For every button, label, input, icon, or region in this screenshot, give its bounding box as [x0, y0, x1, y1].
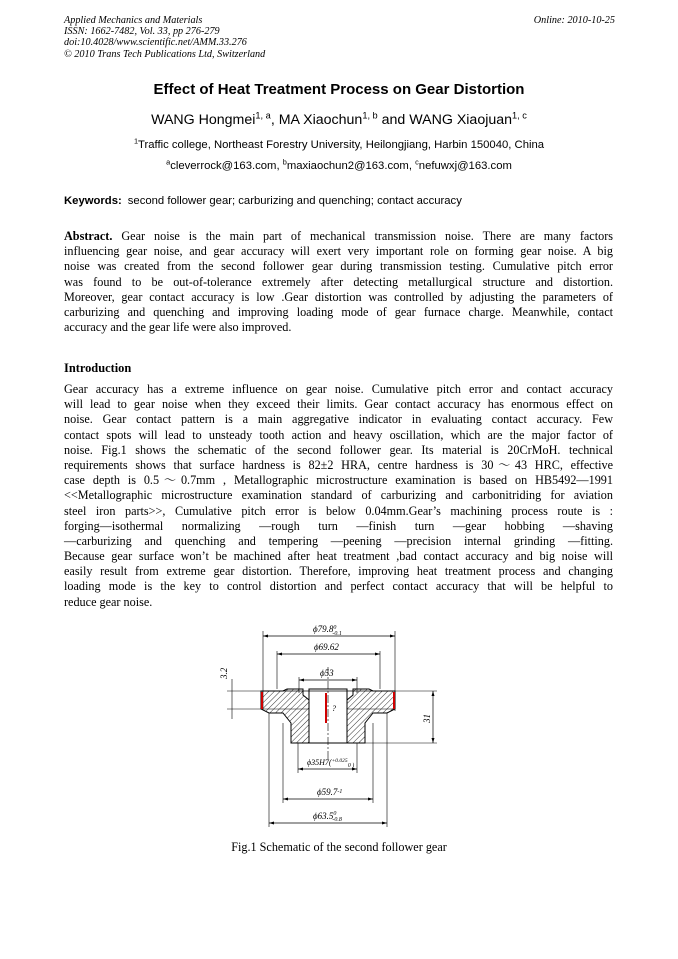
keywords: [64, 195, 462, 207]
dim-d1-label: ϕ79.8$^0$ -0.1: [313, 624, 342, 637]
body-line: noise. Fig.1 shows the schematic of the second follower gear. Its material is 20CrMoH. technical: [64, 442, 613, 457]
dim-right-label: 31: [422, 714, 432, 723]
author-name: WANG Hongmei: [151, 112, 256, 128]
dim-left-label: 3.2: [219, 667, 229, 679]
body-line: <<Metallographic microstructure examination standard of carburizing and carbonitriding for aviation: [64, 488, 613, 503]
abstract-line: accuracy and the gear life were also improved.: [64, 320, 292, 335]
abstract-line-text: Gear noise is the main part of mechanical transmission noise. There are many factors: [112, 229, 613, 243]
body-line: easily result from extreme gear distortion. Therefore, improving heat treatment process and changing: [64, 564, 613, 579]
journal-name: Applied Mechanics and Materials: [64, 15, 203, 26]
abstract-line: was found to be out-of-tolerance extremely after detecting metallurgical structure and distortion.: [64, 274, 613, 289]
affil-text: Traffic college, Northeast Forestry University, Heilongjiang, Harbin 150040, China: [138, 139, 545, 151]
email-mark: a: [166, 157, 171, 167]
body-line: will lead to gear noise when they exceed their limits. Gear contact accuracy has enormous effect on: [64, 397, 613, 412]
email-link[interactable]: nefuwxj@163.com: [418, 160, 512, 172]
doi-line: doi:10.4028/www.scientific.net/AMM.33.276: [64, 37, 247, 49]
email-list: [0, 157, 678, 172]
copyright-line: © 2010 Trans Tech Publications Ltd, Switzerland: [64, 48, 266, 60]
keywords-label: Keywords:: [64, 195, 122, 207]
abstract-label: Abstract.: [64, 229, 113, 243]
body-line: forging—isothermal normalizing —rough turn —finish turn —gear hobbing —shaving: [64, 518, 613, 533]
abstract: [64, 229, 613, 335]
body-line: reduce gear noise.: [64, 594, 153, 609]
author-affil-mark: 1, a: [255, 110, 271, 121]
figure-caption: Fig.1 Schematic of the second follower gear: [231, 840, 447, 854]
author-separator: ,: [270, 112, 279, 128]
author-affil-mark: 1, c: [512, 110, 527, 121]
dim-d5-label: $\phi 59.7^{-1}$: [317, 787, 343, 797]
abstract-line: carburizing and quenching and improving loading mode of gear furnace charge. Meanwhile, contact: [64, 304, 613, 319]
gear-schematic-drawing: [205, 619, 445, 835]
affil-mark: 1: [133, 136, 139, 146]
body-line: Gear accuracy has a extreme influence on gear noise. Cumulative pitch error and contact accuracy: [64, 382, 613, 396]
author-affil-mark: 1, b: [362, 110, 378, 121]
author-name: WANG Xiaojuan: [409, 112, 513, 128]
author-separator: and: [377, 112, 410, 128]
abstract-line: Moreover, gear contact accuracy is low .Gear distortion was controlled by adjusting the parameters of: [64, 289, 613, 304]
body-line: requirements shows that surface hardness is 82±2 HRA, centre hardness is 30～43 HRC, effective: [64, 457, 613, 472]
body-line: loading mode is the key to control distortion and perfect contact accuracy that will be helpful to: [64, 579, 613, 594]
body-line: Because gear surface won’t be machined after heat treatment ,bad contact accuracy and big noise will: [64, 549, 613, 564]
author-list: [0, 112, 678, 128]
abstract-line: [64, 229, 613, 244]
affiliation: [0, 136, 678, 151]
online-date: Online: 2010-10-25: [533, 15, 615, 26]
email-link[interactable]: cleverrock@163.com,: [170, 160, 283, 172]
gear-section-left: [261, 689, 309, 743]
email-mark: b: [282, 157, 287, 167]
abstract-line: influencing gear noise, and gear accuracy will exert very important role on forming gear noise. A big: [64, 244, 613, 259]
body-line: noise. Gear contact pattern is a main aggregative indicator in evaluating contact accuracy. Few: [64, 412, 613, 427]
bore-mark-label: ?: [332, 704, 336, 713]
email-mark: c: [415, 157, 419, 167]
email-link[interactable]: maxiaochun2@163.com,: [286, 160, 416, 172]
body-line: contact spots will lead to unsteady tooth action and heavy oscillation, which are the major factor of: [64, 427, 613, 442]
introduction-body: [64, 382, 613, 610]
dim-d4-label: ϕ35H7($^{+0.025}_{0 )}$: [307, 758, 355, 769]
dim-d2-label: ϕ69.62: [314, 642, 339, 652]
dim-d3-label: ϕ53: [320, 668, 334, 678]
author-name: MA Xiaochun: [278, 112, 363, 128]
body-line: steel iron parts>>, Cumulative pitch error is below 0.04mm.Gear’s machining process route is :: [64, 503, 613, 518]
gear-section-right: [347, 689, 395, 743]
issn-line: ISSN: 1662-7482, Vol. 33, pp 276-279: [64, 26, 220, 38]
body-line: —carburizing and quenching and tempering —peening —precision internal grinding —fitting.: [64, 533, 613, 548]
gear-schematic-figure: [205, 619, 445, 835]
section-heading-introduction: Introduction: [64, 361, 132, 375]
body-line: case depth is 0.5～0.7mm , Metallographic microstructure examination is based on HB5492—1991: [64, 473, 613, 488]
abstract-line: noise was created from the second follower gear during transmission testing. Cumulative pitch error: [64, 259, 613, 274]
keywords-text: second follower gear; carburizing and quenching; contact accuracy: [127, 195, 462, 207]
paper-title: Effect of Heat Treatment Process on Gear Distortion: [153, 81, 525, 98]
journal-header: [64, 15, 265, 60]
dim-d6-label: ϕ63.5$^0$ -0.8: [313, 811, 342, 823]
